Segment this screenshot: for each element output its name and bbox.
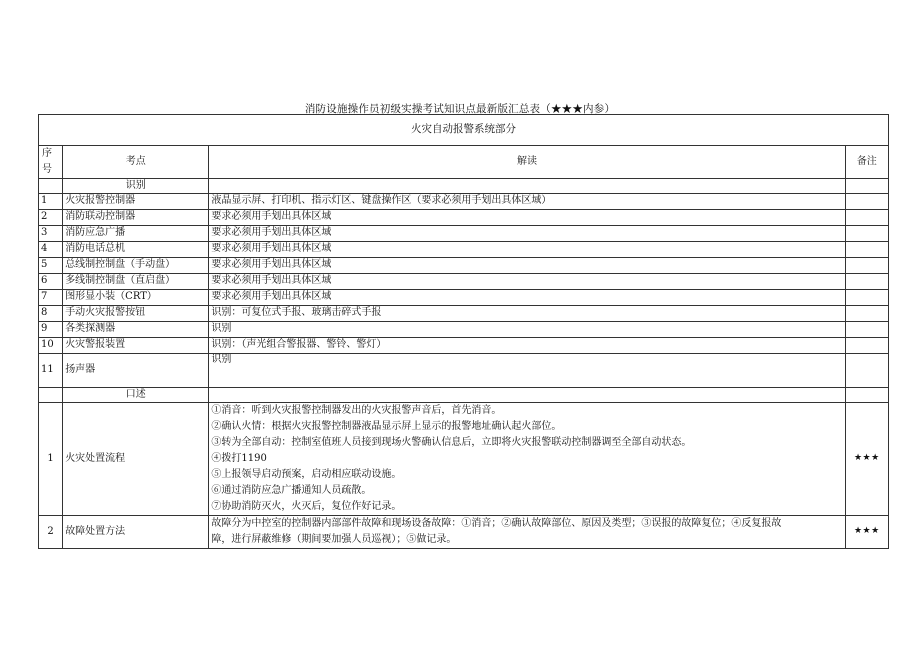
table-row: [39, 258, 889, 274]
desc-line: ⑦协助消防灭火，火灭后，复位作好记录。: [211, 501, 402, 512]
document-title: 消防设施操作员初级实操考试知识点最新版汇总表（★★★内参）: [304, 103, 616, 115]
row-desc: 要求必须用手划出具体区域: [209, 210, 845, 226]
row-desc: 要求必须用手划出具体区域: [209, 242, 845, 258]
row-item: 各类探测器: [63, 322, 209, 338]
row-desc: 要求必须用手划出具体区域: [209, 258, 845, 274]
header-item: 考点: [63, 146, 209, 179]
column-header-row: [39, 146, 889, 179]
row-desc: 要求必须用手划出具体区域: [209, 226, 845, 242]
desc-line: ①消音：听到火灾报警控制器发出的火灾报警声音后，首先消音。: [211, 405, 502, 416]
row-num: 2: [39, 516, 63, 549]
row-desc: 识别：可复位式手报、玻璃击碎式手报: [209, 306, 845, 322]
header-num-part2: 号: [42, 164, 52, 175]
section-title: 火灾自动报警系统部分: [39, 115, 889, 146]
desc-line: ③转为全部自动：控制室值班人员接到现场火警确认信息后，立即将火灾报警联动控制器调至全部自动状态。: [211, 437, 692, 448]
table-row-oral-1: [39, 403, 889, 516]
row-item: 手动火灾报警按钮: [63, 306, 209, 322]
row-desc: 识别: [209, 322, 845, 338]
row-desc: 要求必须用手划出具体区域: [209, 274, 845, 290]
row-num: 6: [39, 274, 63, 290]
identify-rows: [39, 194, 889, 388]
row-num: 1: [39, 403, 63, 516]
row-num: 2: [39, 210, 63, 226]
row-item: 扬声器: [63, 354, 209, 388]
desc-line: ⑤上报领导启动预案，启动相应联动设施。: [211, 469, 402, 480]
row-desc: [209, 516, 845, 549]
row-item: 火灾报警控制器: [63, 194, 209, 210]
table-row: [39, 306, 889, 322]
row-num: 7: [39, 290, 63, 306]
row-desc: 要求必须用手划出具体区域: [209, 290, 845, 306]
row-desc: 识别：（声光组合警报器、警铃、警灯）: [209, 338, 845, 354]
header-desc: 解读: [209, 146, 845, 179]
row-num: 9: [39, 322, 63, 338]
row-item: 火灾处置流程: [63, 403, 209, 516]
row-num: 4: [39, 242, 63, 258]
row-item: 图形显小装（CRT）: [63, 290, 209, 306]
table-row: [39, 210, 889, 226]
row-item: 火灾警报装置: [63, 338, 209, 354]
section-header-row: [39, 115, 889, 146]
row-item: 总线制控制盘（手动盘）: [63, 258, 209, 274]
desc-line: ⑥通过消防应急广播通知人员疏散。: [211, 485, 372, 496]
header-note: 备注: [845, 146, 888, 179]
row-num: 5: [39, 258, 63, 274]
row-num: 10: [39, 338, 63, 354]
row-desc: 液晶显示屏、打印机、指示灯区、键盘操作区（要求必须用手划出具体区域）: [209, 194, 845, 210]
importance-stars: ★★★: [845, 516, 888, 549]
desc-line: 障，进行屏蔽维修（期间要加强人员巡视）；⑤做记录。: [211, 534, 457, 545]
table-row: [39, 338, 889, 354]
group-row-identify: [39, 179, 889, 194]
row-desc: 识别: [209, 354, 845, 388]
row-item: 多线制控制盘（直启盘）: [63, 274, 209, 290]
header-num: [39, 146, 63, 179]
table-row: [39, 274, 889, 290]
row-num: 8: [39, 306, 63, 322]
row-desc: [209, 403, 845, 516]
table-row: [39, 290, 889, 306]
row-num: 3: [39, 226, 63, 242]
row-item: 消防电话总机: [63, 242, 209, 258]
row-item: 故障处置方法: [63, 516, 209, 549]
table-row: [39, 226, 889, 242]
desc-line: 故障分为中控室的控制器内部部件故障和现场设备故障：①消音；②确认故障部位、原因及类型；③误报的故障复位；④反复报故: [211, 518, 782, 529]
group-label-identify: 识别: [63, 179, 209, 194]
table-row: [39, 242, 889, 258]
table-row-oral-2: [39, 516, 889, 549]
group-label-oral: 口述: [63, 388, 209, 403]
table-row: [39, 194, 889, 210]
desc-line: ②确认火情：根据火灾报警控制器液晶显示屏上显示的报警地址确认起火部位。: [211, 421, 562, 432]
row-item: 消防应急广播: [63, 226, 209, 242]
row-item: 消防联动控制器: [63, 210, 209, 226]
header-num-part1: 序: [42, 148, 52, 159]
row-num: 11: [39, 354, 63, 388]
table-row: [39, 354, 889, 388]
importance-stars: ★★★: [845, 403, 888, 516]
table-row: [39, 322, 889, 338]
group-row-oral: [39, 388, 889, 403]
desc-line: ④拨打1190: [211, 453, 267, 464]
knowledge-table: [38, 114, 889, 549]
row-num: 1: [39, 194, 63, 210]
